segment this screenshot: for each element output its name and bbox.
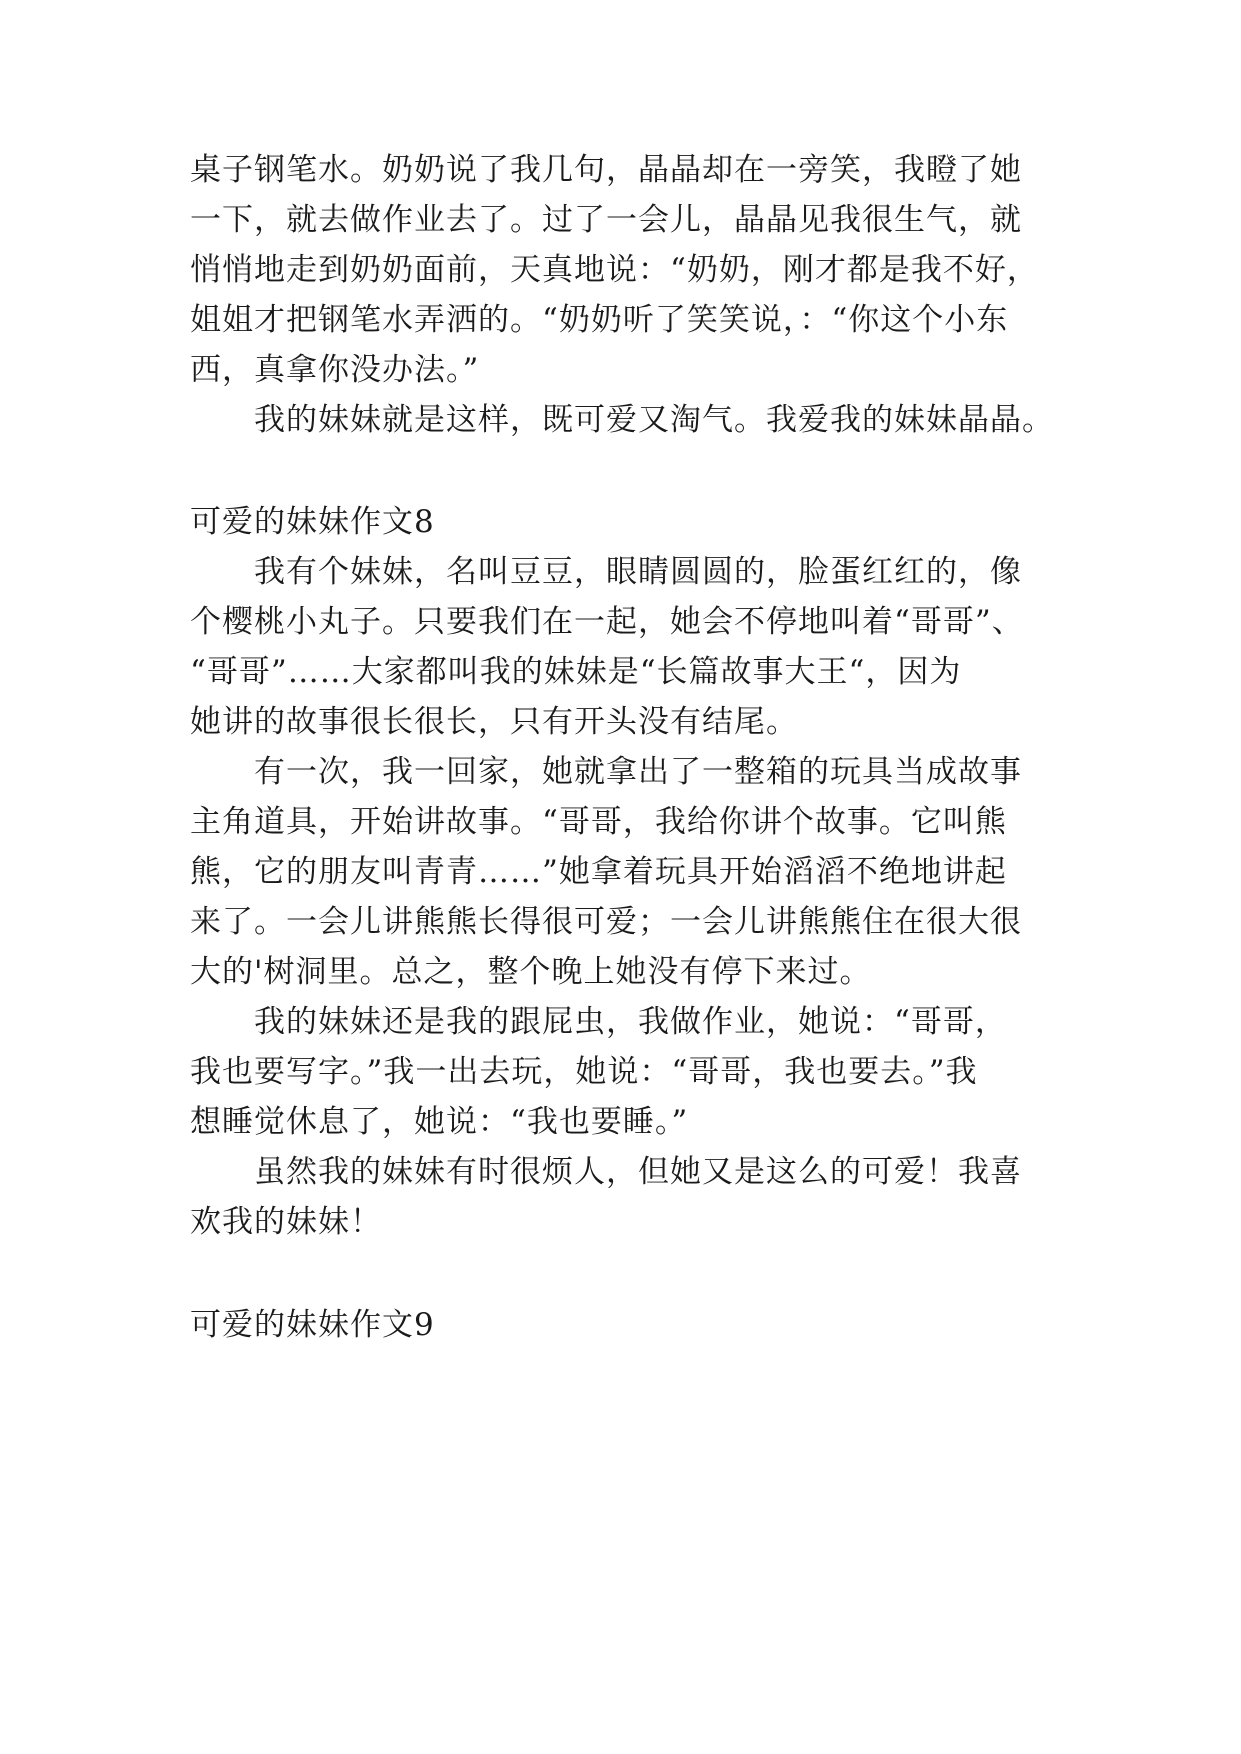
text-line: 熊，它的朋友叫青青……”她拿着玩具开始滔滔不绝地讲起 (190, 854, 1007, 890)
text-line: 西，真拿你没办法。” (190, 352, 480, 388)
text-line: 想睡觉休息了，她说：“我也要睡。” (190, 1104, 689, 1140)
text-line: 个樱桃小丸子。只要我们在一起，她会不停地叫着“哥哥”、 (190, 604, 1024, 640)
text-line: 一下，就去做作业去了。过了一会儿，晶晶见我很生气，就 (190, 202, 1022, 238)
text-line: 虽然我的妹妹有时很烦人，但她又是这么的可爱！我喜 (254, 1154, 1022, 1190)
text-line: 主角道具，开始讲故事。“哥哥，我给你讲个故事。它叫熊 (190, 804, 1007, 840)
text-line: 我也要写字。”我一出去玩，她说：“哥哥，我也要去。”我 (190, 1054, 978, 1090)
text-line: 欢我的妹妹！ (190, 1204, 382, 1240)
section-heading: 可爱的妹妹作文9 (190, 1307, 435, 1343)
section-heading: 可爱的妹妹作文8 (190, 504, 435, 540)
text-line: 来了。一会儿讲熊熊长得很可爱；一会儿讲熊熊住在很大很 (190, 904, 1022, 940)
text-line: 我有个妹妹，名叫豆豆，眼睛圆圆的，脸蛋红红的，像 (254, 554, 1022, 590)
text-line: 姐姐才把钢笔水弄洒的。“奶奶听了笑笑说，：“你这个小东 (190, 302, 1009, 338)
text-line: 桌子钢笔水。奶奶说了我几句，晶晶却在一旁笑，我瞪了她 (190, 152, 1022, 188)
text-line: 悄悄地走到奶奶面前，天真地说：“奶奶，刚才都是我不好， (190, 252, 1039, 288)
text-line: 我的妹妹还是我的跟屁虫，我做作业，她说：“哥哥， (254, 1004, 1007, 1040)
text-line: 有一次，我一回家，她就拿出了一整箱的玩具当成故事 (254, 754, 1022, 790)
text-line: 我的妹妹就是这样，既可爱又淘气。我爱我的妹妹晶晶。 (254, 402, 1054, 438)
text-line: “哥哥”……大家都叫我的妹妹是“长篇故事大王“，因为 (190, 654, 962, 690)
text-line: 大的'树洞里。总之，整个晚上她没有停下来过。 (190, 954, 872, 990)
text-line: 她讲的故事很长很长，只有开头没有结尾。 (190, 704, 798, 740)
